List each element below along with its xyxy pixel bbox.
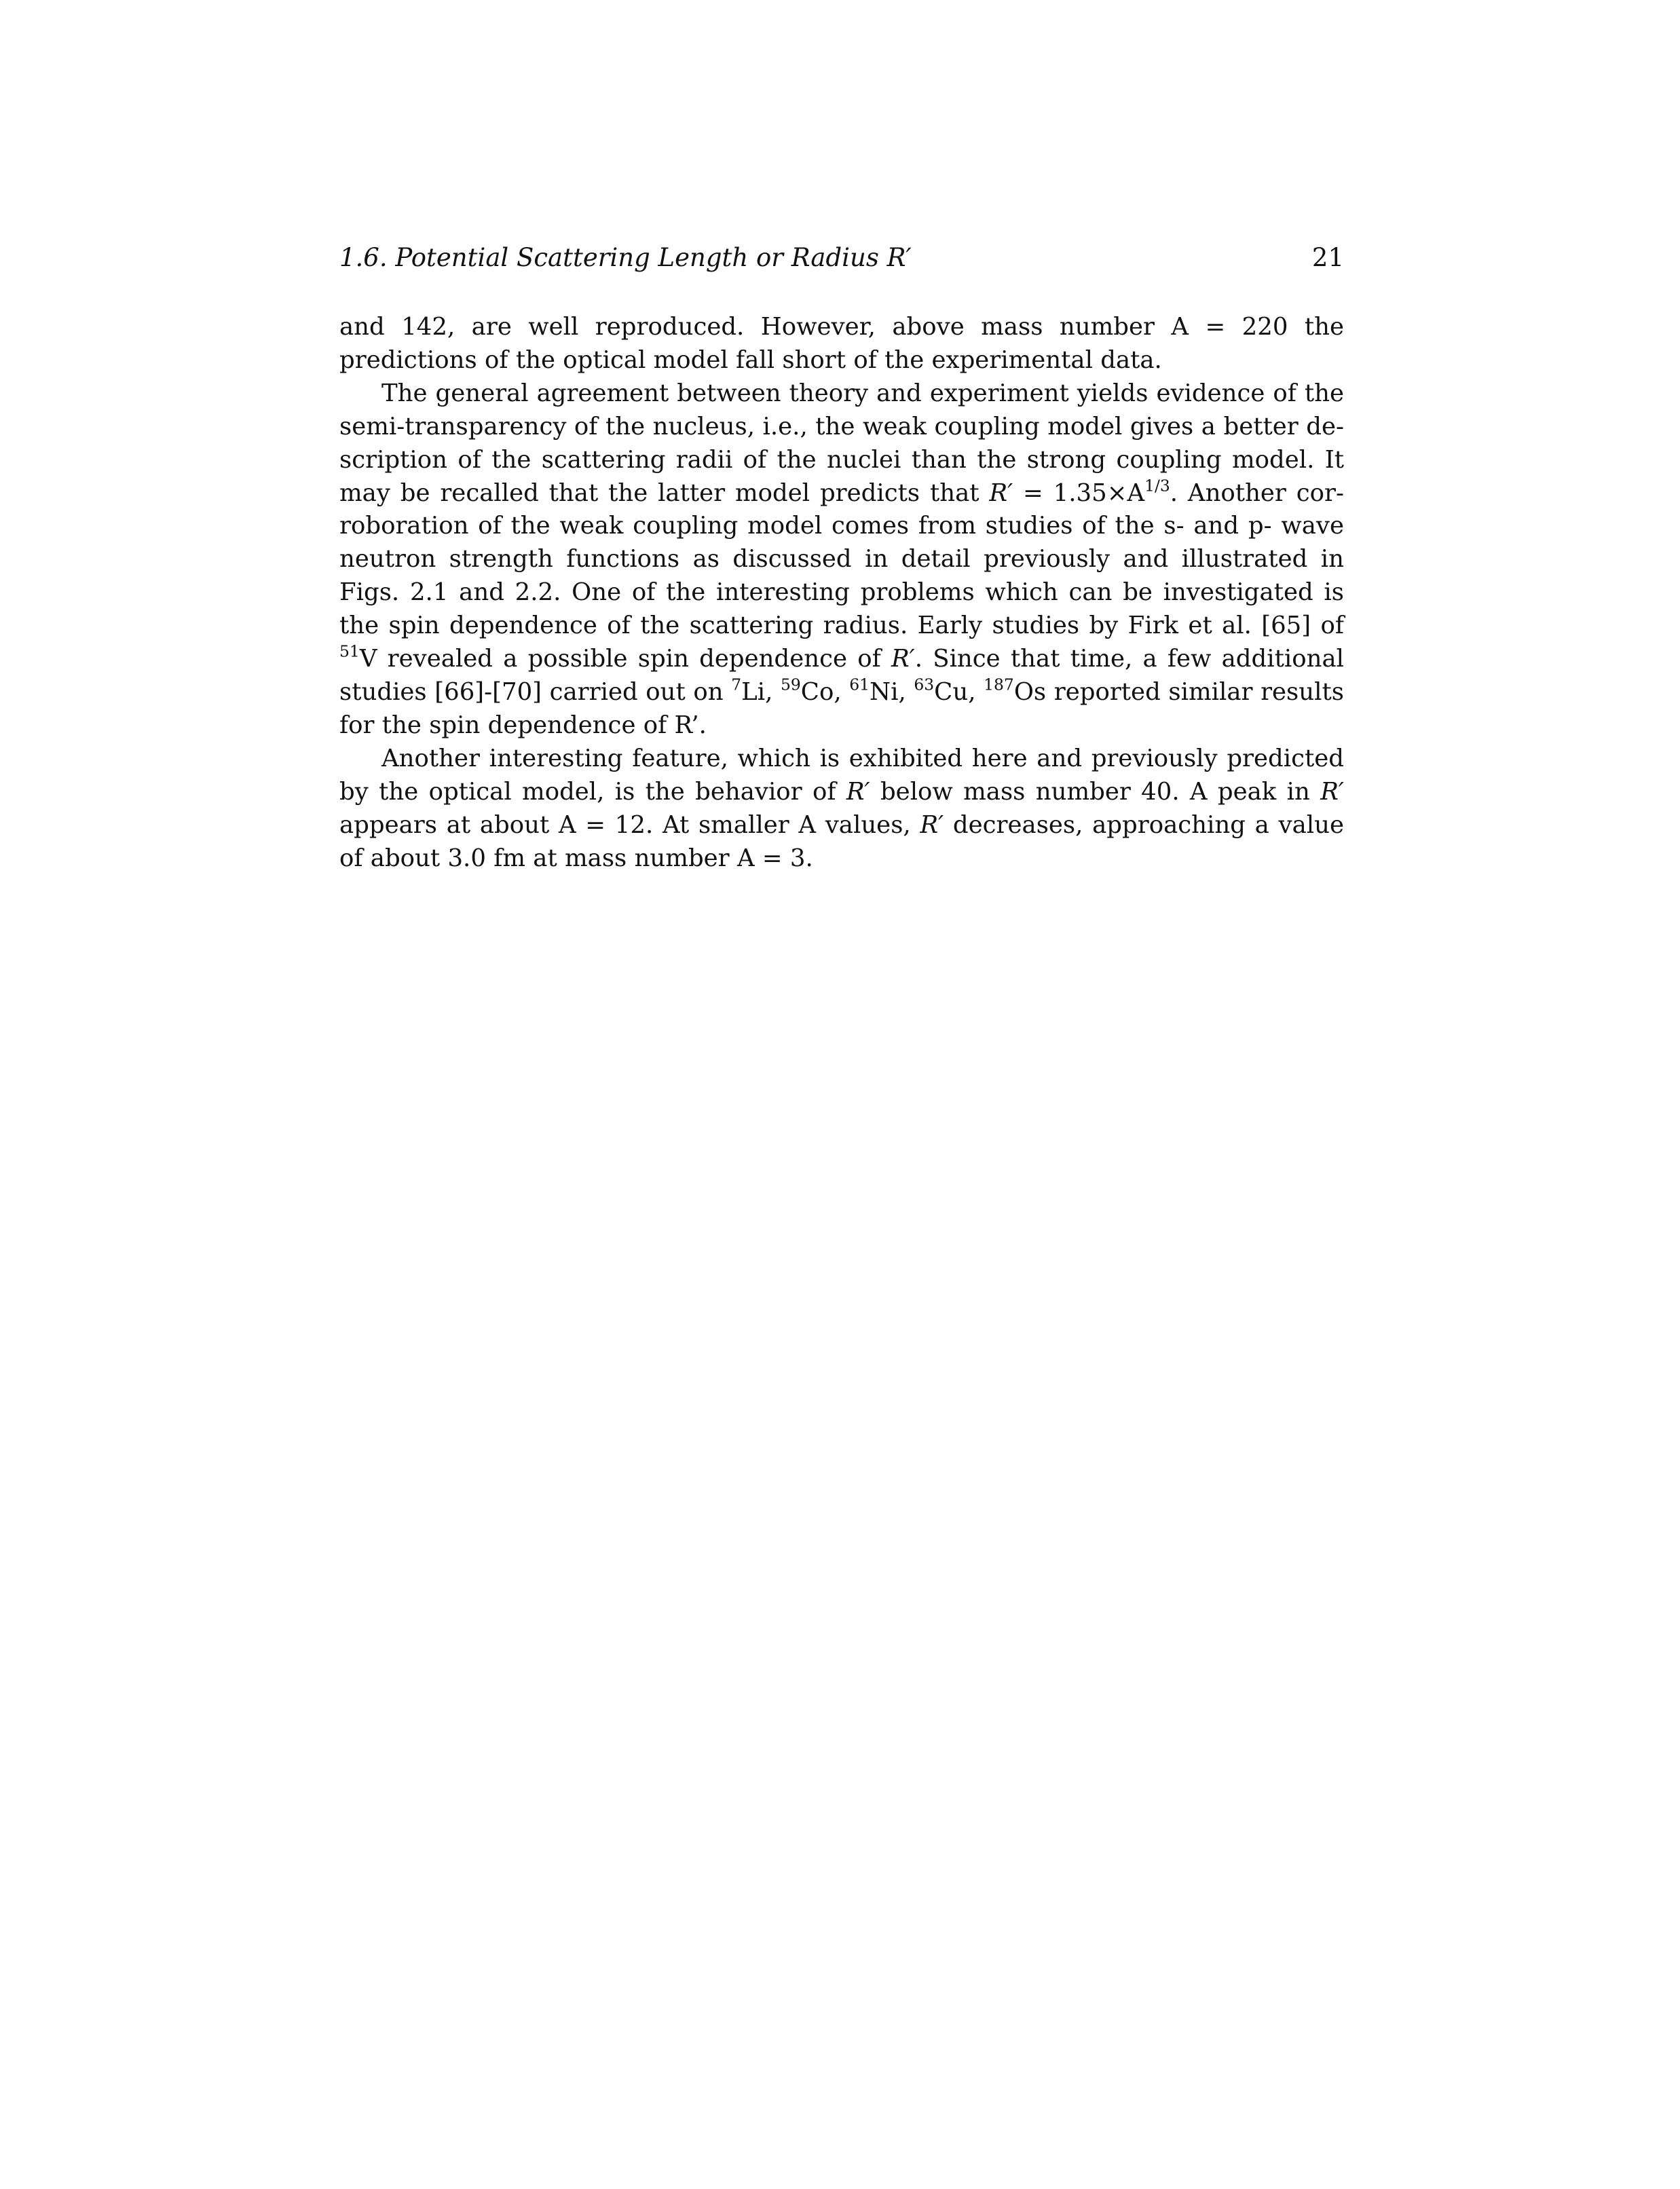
paragraph-2-text-10: Os reported similar results for the spin dependence of R’. xyxy=(339,677,1344,739)
paragraph-3-text-2: below mass number 40. A peak in xyxy=(870,777,1321,806)
paragraph-2 xyxy=(339,377,1344,743)
r-prime-symbol: R′ xyxy=(920,810,944,839)
paragraph-1-text: and 142, are well reproduced. However, above mass number A = 220 the predictions of the optical model fall short of the experimental data. xyxy=(339,313,1344,374)
running-title: 1.6. Potential Scattering Length or Radius R′ xyxy=(339,243,912,272)
paragraph-2-text-4: V revealed a possible spin dependence of xyxy=(359,645,891,673)
body-text xyxy=(339,311,1344,875)
r-prime-symbol: R′ xyxy=(891,645,915,673)
paragraph-2-text-9: Cu, xyxy=(934,677,984,706)
r-prime-symbol: R′ xyxy=(989,479,1013,507)
isotope-mass-number: 59 xyxy=(780,675,801,694)
isotope-mass-number: 63 xyxy=(914,675,935,694)
isotope-mass-number: 7 xyxy=(731,675,742,694)
isotope-mass-number: 51 xyxy=(339,641,360,661)
paragraph-1 xyxy=(339,311,1344,377)
paragraph-2-text-8: Ni, xyxy=(870,677,914,706)
isotope-mass-number: 187 xyxy=(984,675,1014,694)
paragraph-3-text-3: appears at about A = 12. At smaller A values, xyxy=(339,810,920,839)
paragraph-3-text-1: Another interesting feature, which is exhibited here and previously predicted by the optical model, is the behavior of xyxy=(339,744,1344,806)
isotope-mass-number: 61 xyxy=(849,675,870,694)
running-head xyxy=(339,238,1344,278)
r-prime-symbol: R′ xyxy=(846,777,870,806)
page-number: 21 xyxy=(1311,243,1344,272)
paragraph-3 xyxy=(339,743,1344,876)
paragraph-2-text-1: The general agreement between theory and experiment yields evidence of the semi-transparency of the nucleus, i.e., the weak coupling model gives a better description of the scattering radii of the nuclei than the strong coupling model. It may be recalled that the latter model predicts that xyxy=(339,379,1344,507)
paragraph-2-text-3: . Another corroboration of the weak coupling model comes from studies of the s- and p- wave neutron strength functions as discussed in detail previously and illustrated in Figs. 2.1 and 2.2. One of the interesting problems which can be investigated is the spin dependence of the scattering radius. Early studies by Firk et al. [65] of xyxy=(339,479,1344,640)
r-prime-symbol: R′ xyxy=(1320,777,1344,806)
exponent-one-third: 1/3 xyxy=(1144,476,1170,495)
paragraph-2-text-7: Co, xyxy=(800,677,850,706)
paragraph-2-text-5: . Since that time, a few additional studies [66]-[70] carried out on xyxy=(339,645,1344,706)
paragraph-3-text-4: decreases, approaching a value of about 3.0 fm at mass number A = 3. xyxy=(339,810,1344,872)
paragraph-2-text-2: = 1.35×A xyxy=(1013,479,1145,507)
paragraph-2-text-6: Li, xyxy=(741,677,781,706)
